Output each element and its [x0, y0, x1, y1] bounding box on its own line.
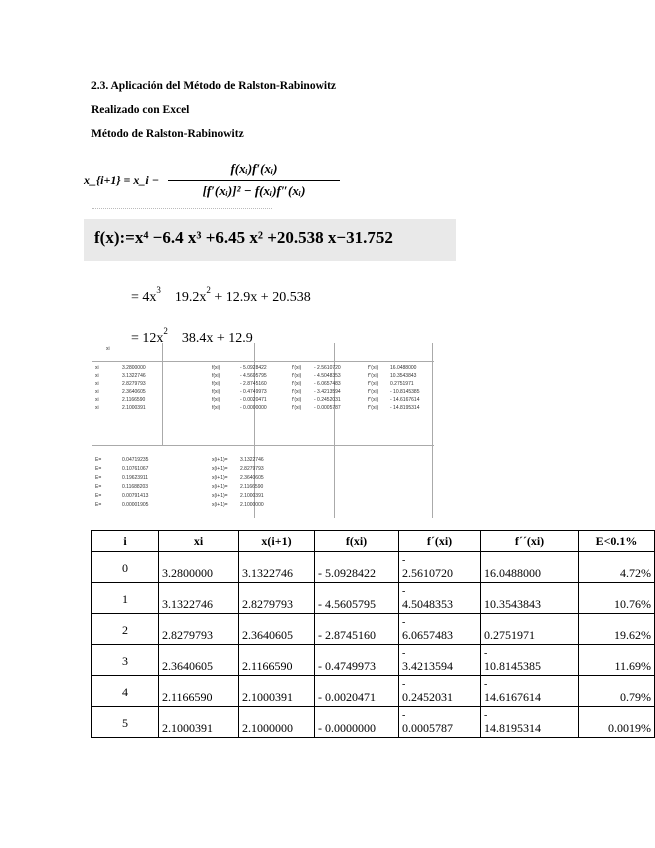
excel-cell: 2.1000391: [122, 405, 146, 411]
excel-error-cell: x(i+1)=: [212, 475, 228, 481]
cell-fppxi: [481, 552, 579, 583]
cell-fppxi: [481, 645, 579, 676]
excel-cell: f(xi): [212, 373, 221, 379]
excel-cell: - 0.0020471: [240, 397, 267, 403]
value: 0.0005787: [402, 721, 453, 735]
sign-marker: -: [402, 648, 406, 659]
cell-fxi: - 0.0020471: [315, 676, 399, 707]
excel-cell: f'(xi): [292, 373, 302, 379]
value: 10.8145385: [484, 659, 541, 673]
excel-cell: - 5.0928422: [240, 365, 267, 371]
table-row: [92, 552, 655, 583]
excel-cell: 2.8279793: [122, 381, 146, 387]
value: 4.5048353: [402, 597, 453, 611]
excel-cell: f''(xi): [368, 381, 379, 387]
excel-gridline: [92, 445, 434, 446]
sign-marker: -: [484, 710, 488, 721]
formula-denominator: [f′(xᵢ)]² − f(xᵢ)f″(xᵢ): [202, 183, 306, 198]
table-row: [92, 707, 655, 738]
cell-i: 1: [92, 583, 159, 614]
excel-error-cell: 0.10761067: [122, 466, 149, 472]
excel-cell: - 4.5605795: [240, 373, 267, 379]
excel-cell: 10.3543843: [390, 373, 417, 379]
excel-cell: xi: [95, 405, 99, 411]
col-header-fppxi: f´´(xi): [481, 531, 579, 552]
excel-cell: f(xi): [212, 397, 221, 403]
formula-lhs: x_{i+1} = x_i −: [84, 173, 159, 187]
excel-cell: f(xi): [212, 381, 221, 387]
cell-i: 0: [92, 552, 159, 583]
excel-error-cell: 2.8279793: [240, 466, 264, 472]
cell-fppxi: [481, 614, 579, 645]
cell-fpxi: [399, 552, 481, 583]
cell-xi: 2.3640605: [159, 645, 239, 676]
value: 2.5610720: [402, 566, 453, 580]
excel-error-cell: x(i+1)=: [212, 493, 228, 499]
excel-error-cell: 2.1000391: [240, 493, 264, 499]
results-table: [91, 530, 655, 738]
excel-cell: - 2.8745160: [240, 381, 267, 387]
cell-i: 5: [92, 707, 159, 738]
sign-marker: [484, 587, 575, 597]
cell-error: 0.79%: [579, 676, 655, 707]
cell-xi1: 2.1000000: [239, 707, 315, 738]
excel-cell: 2.3640605: [122, 389, 146, 395]
sign-marker: [484, 618, 575, 628]
excel-error-cell: 0.19623911: [122, 475, 149, 481]
sign-marker: -: [402, 617, 406, 628]
cell-xi1: 2.1166590: [239, 645, 315, 676]
second-derivative-a: = 12x: [131, 331, 164, 346]
excel-error-cell: E=: [95, 466, 102, 472]
formula-numerator: f(xᵢ)f′(xᵢ): [230, 161, 278, 176]
table-row: [92, 583, 655, 614]
excel-cell: - 6.0657483: [314, 381, 341, 387]
cell-xi1: 2.1000391: [239, 676, 315, 707]
sign-marker: -: [402, 586, 406, 597]
excel-label-xi: xi: [106, 346, 110, 352]
second-derivative-b: 38.4x + 12.9: [181, 331, 253, 346]
cell-fxi: - 4.5605795: [315, 583, 399, 614]
cell-i: 3: [92, 645, 159, 676]
value: 3.4213594: [402, 659, 453, 673]
cell-fpxi: [399, 645, 481, 676]
section-heading: 2.3. Aplicación del Método de Ralston-Rabinowitz: [91, 80, 337, 92]
sign-marker: -: [402, 679, 406, 690]
cell-fxi: - 0.4749973: [315, 645, 399, 676]
cell-xi: 2.8279793: [159, 614, 239, 645]
sign-marker: -: [484, 648, 488, 659]
sign-marker: [484, 556, 575, 566]
excel-cell: - 0.0000000: [240, 405, 267, 411]
cell-error: 19.62%: [579, 614, 655, 645]
value: 6.0657483: [402, 628, 453, 642]
cell-error: 11.69%: [579, 645, 655, 676]
excel-error-cell: 0.04719235: [122, 457, 149, 463]
excel-cell: f'(xi): [292, 365, 302, 371]
table-row: [92, 645, 655, 676]
cell-fppxi: [481, 676, 579, 707]
sign-marker: -: [484, 679, 488, 690]
excel-cell: - 14.6167614: [390, 397, 420, 403]
excel-error-cell: x(i+1)=: [212, 484, 228, 490]
function-definition-box: [84, 219, 456, 261]
excel-cell: - 2.5610720: [314, 365, 341, 371]
faint-divider: [92, 208, 272, 210]
first-derivative: = $4x^3$ $19.2x^2 + 12.9x + 20.538$: [131, 285, 311, 305]
cell-fxi: - 2.8745160: [315, 614, 399, 645]
excel-gridline: [432, 343, 433, 518]
excel-error-cell: 0.11688203: [122, 484, 149, 490]
value: 14.6167614: [484, 690, 541, 704]
cell-fpxi: [399, 614, 481, 645]
excel-error-cell: E=: [95, 493, 102, 499]
excel-cell: xi: [95, 381, 99, 387]
first-derivative-c: + 12.9x + 20.538: [214, 290, 311, 305]
excel-cell: f(xi): [212, 389, 221, 395]
excel-cell: f'(xi): [292, 389, 302, 395]
formula-fraction: [166, 161, 342, 199]
cell-fppxi: [481, 707, 579, 738]
excel-cell: - 0.0005787: [314, 405, 341, 411]
first-derivative-b: 19.2x: [174, 290, 207, 305]
excel-cell: - 3.4213594: [314, 389, 341, 395]
excel-cell: f''(xi): [368, 397, 379, 403]
cell-i: 4: [92, 676, 159, 707]
cell-i: 2: [92, 614, 159, 645]
excel-cell: - 0.4749973: [240, 389, 267, 395]
second-derivative: = $12x^2$ 38.4x + 12.9: [131, 326, 253, 346]
excel-gridline: [162, 343, 163, 445]
cell-error: 4.72%: [579, 552, 655, 583]
excel-error-cell: E=: [95, 475, 102, 481]
value: 0.2452031: [402, 690, 453, 704]
value: 14.8195314: [484, 721, 541, 735]
excel-cell: xi: [95, 365, 99, 371]
excel-error-cell: x(i+1)=: [212, 457, 228, 463]
excel-cell: f''(xi): [368, 373, 379, 379]
excel-error-cell: E=: [95, 502, 102, 508]
cell-error: 10.76%: [579, 583, 655, 614]
cell-fpxi: [399, 676, 481, 707]
method-heading: Método de Ralston-Rabinowitz: [91, 128, 244, 140]
excel-error-cell: E=: [95, 484, 102, 490]
value: 0.2751971: [484, 628, 535, 642]
sign-marker: -: [402, 555, 406, 566]
excel-cell: f'(xi): [292, 405, 302, 411]
excel-cell: f''(xi): [368, 365, 379, 371]
cell-xi: 2.1000391: [159, 707, 239, 738]
excel-cell: 0.2751971: [390, 381, 414, 387]
excel-error-cell: 0.00791413: [122, 493, 149, 499]
cell-fxi: - 5.0928422: [315, 552, 399, 583]
excel-error-cell: 3.1322746: [240, 457, 264, 463]
first-derivative-a: = 4x: [131, 290, 157, 305]
excel-error-cell: x(i+1)=: [212, 466, 228, 472]
excel-cell: f(xi): [212, 365, 221, 371]
excel-cell: xi: [95, 397, 99, 403]
cell-fppxi: [481, 583, 579, 614]
col-header-xi1: x(i+1): [239, 531, 315, 552]
excel-gridline: [92, 361, 434, 362]
col-header-i: i: [92, 531, 159, 552]
col-header-fxi: f(xi): [315, 531, 399, 552]
cell-fpxi: [399, 583, 481, 614]
value: 10.3543843: [484, 597, 541, 611]
value: 16.0488000: [484, 566, 541, 580]
excel-error-cell: x(i+1)=: [212, 502, 228, 508]
col-header-error: E<0.1%: [579, 531, 655, 552]
excel-cell: f'(xi): [292, 397, 302, 403]
table-row: [92, 676, 655, 707]
excel-cell: - 14.8195314: [390, 405, 420, 411]
excel-cell: xi: [95, 389, 99, 395]
cell-xi: 3.2800000: [159, 552, 239, 583]
function-definition: f(x):=x⁴ −6.4 x³ +6.45 x² +20.538 x−31.752: [94, 228, 393, 247]
table-header-row: [92, 531, 655, 552]
cell-fpxi: [399, 707, 481, 738]
cell-error: 0.0019%: [579, 707, 655, 738]
ralston-formula: [84, 161, 344, 201]
col-header-fpxi: f´(xi): [399, 531, 481, 552]
cell-fxi: - 0.0000000: [315, 707, 399, 738]
excel-cell: 3.2800000: [122, 365, 146, 371]
excel-cell: f'(xi): [292, 381, 302, 387]
cell-xi: 2.1166590: [159, 676, 239, 707]
excel-cell: f''(xi): [368, 405, 379, 411]
excel-error-cell: 2.1000000: [240, 502, 264, 508]
excel-error-cell: 0.00001905: [122, 502, 149, 508]
excel-error-cell: E=: [95, 457, 102, 463]
excel-cell: - 4.5048353: [314, 373, 341, 379]
excel-cell: f(xi): [212, 405, 221, 411]
excel-screenshot: [92, 343, 434, 518]
sign-marker: -: [402, 710, 406, 721]
excel-cell: 16.0488000: [390, 365, 417, 371]
excel-cell: 3.1322746: [122, 373, 146, 379]
excel-heading: Realizado con Excel: [91, 104, 190, 116]
excel-cell: xi: [95, 373, 99, 379]
cell-xi1: 2.8279793: [239, 583, 315, 614]
excel-cell: - 0.2452031: [314, 397, 341, 403]
table-row: [92, 614, 655, 645]
excel-cell: 2.1166590: [122, 397, 146, 403]
excel-cell: - 10.8145385: [390, 389, 420, 395]
cell-xi: 3.1322746: [159, 583, 239, 614]
excel-cell: f''(xi): [368, 389, 379, 395]
col-header-xi: xi: [159, 531, 239, 552]
cell-xi1: 3.1322746: [239, 552, 315, 583]
cell-xi1: 2.3640605: [239, 614, 315, 645]
excel-error-cell: 2.1166590: [240, 484, 264, 490]
excel-error-cell: 2.3640605: [240, 475, 264, 481]
